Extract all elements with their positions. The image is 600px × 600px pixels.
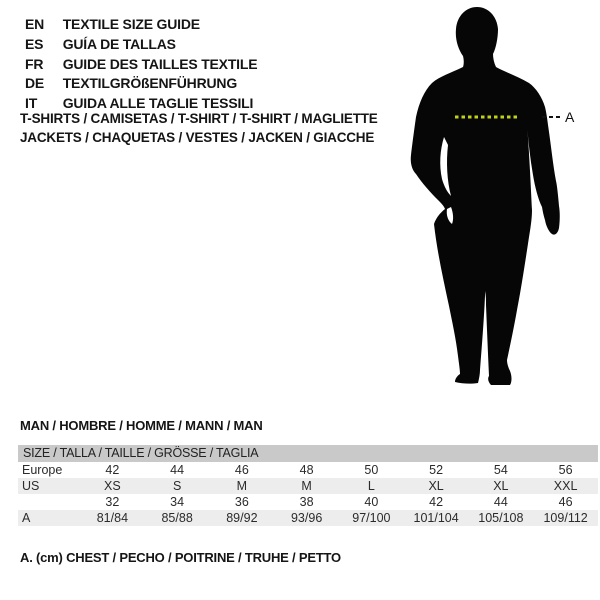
size-cell: 48 [299,463,314,477]
size-cell: 85/88 [161,511,193,525]
size-cell: 44 [493,495,508,509]
table-row [18,494,598,510]
size-cell: M [236,479,248,493]
size-table [18,445,598,526]
size-cell: XL [428,479,444,493]
language-list [25,15,257,114]
size-cell: 52 [429,463,444,477]
language-code: DE [25,75,45,92]
row-label: US [22,479,40,493]
language-code: ES [25,35,44,52]
measure-label-a: A [565,109,575,125]
size-cell: 50 [364,463,379,477]
language-label: GUIDE DES TAILLES TEXTILE [62,55,258,72]
man-silhouette [393,5,578,395]
size-cell: 40 [364,495,379,509]
size-table-header: SIZE / TALLA / TAILLE / GRÖSSE / TAGLIA [18,445,598,462]
size-cell: XS [104,479,121,493]
language-row-fr [25,55,257,75]
size-cell: 34 [170,495,185,509]
language-code: IT [25,95,38,112]
garment-categories [20,110,378,147]
size-cell: 44 [170,463,185,477]
size-cell: 109/112 [543,511,588,525]
size-cell: 93/96 [290,511,323,525]
size-cell: 89/92 [226,511,258,525]
language-code: EN [25,16,45,32]
row-label: Europe [22,463,63,477]
measurement-footnote: A. (cm) CHEST / PECHO / POITRINE / TRUHE / PETTO [20,550,341,565]
category-line-tshirts: T-SHIRTS / CAMISETAS / T-SHIRT / T-SHIRT / MAGLIETTE [20,111,378,126]
man-silhouette-body [411,7,560,385]
size-cell: 97/100 [352,511,391,525]
language-label: TEXTILGRÖßENFÜHRUNG [62,75,238,92]
language-label: TEXTILE SIZE GUIDE [62,16,200,32]
size-cell: 101/104 [413,511,459,525]
section-title-man: MAN / HOMBRE / HOMME / MANN / MAN [20,418,263,433]
language-label: GUIDA ALLE TAGLIE TESSILI [62,95,254,112]
size-cell: 32 [105,495,120,509]
size-cell: 42 [429,495,444,509]
size-cell: XL [493,479,509,493]
language-row-de [25,74,257,94]
size-cell: 38 [299,495,314,509]
category-line-jackets: JACKETS / CHAQUETAS / VESTES / JACKEN / GIACCHE [20,129,375,145]
language-row-es [25,35,257,55]
language-code: FR [25,55,44,72]
table-row [18,478,598,494]
size-cell: 56 [558,463,573,477]
row-label: A [22,511,31,525]
language-row-en [25,15,257,35]
table-row [18,510,598,526]
size-cell: 46 [558,495,573,509]
size-cell: L [367,479,375,493]
table-row [18,462,598,478]
size-cell: M [301,479,312,493]
size-cell: 36 [234,495,249,509]
size-cell: 81/84 [96,511,129,525]
size-cell: 46 [234,463,249,477]
size-cell: 42 [105,463,120,477]
size-cell: 54 [493,463,508,477]
size-table-rows [18,462,598,526]
language-label: GUÍA DE TALLAS [62,35,176,52]
row-label [18,494,80,510]
size-cell: 105/108 [478,511,524,525]
size-cell: S [172,479,182,493]
size-cell: XXL [553,479,578,493]
